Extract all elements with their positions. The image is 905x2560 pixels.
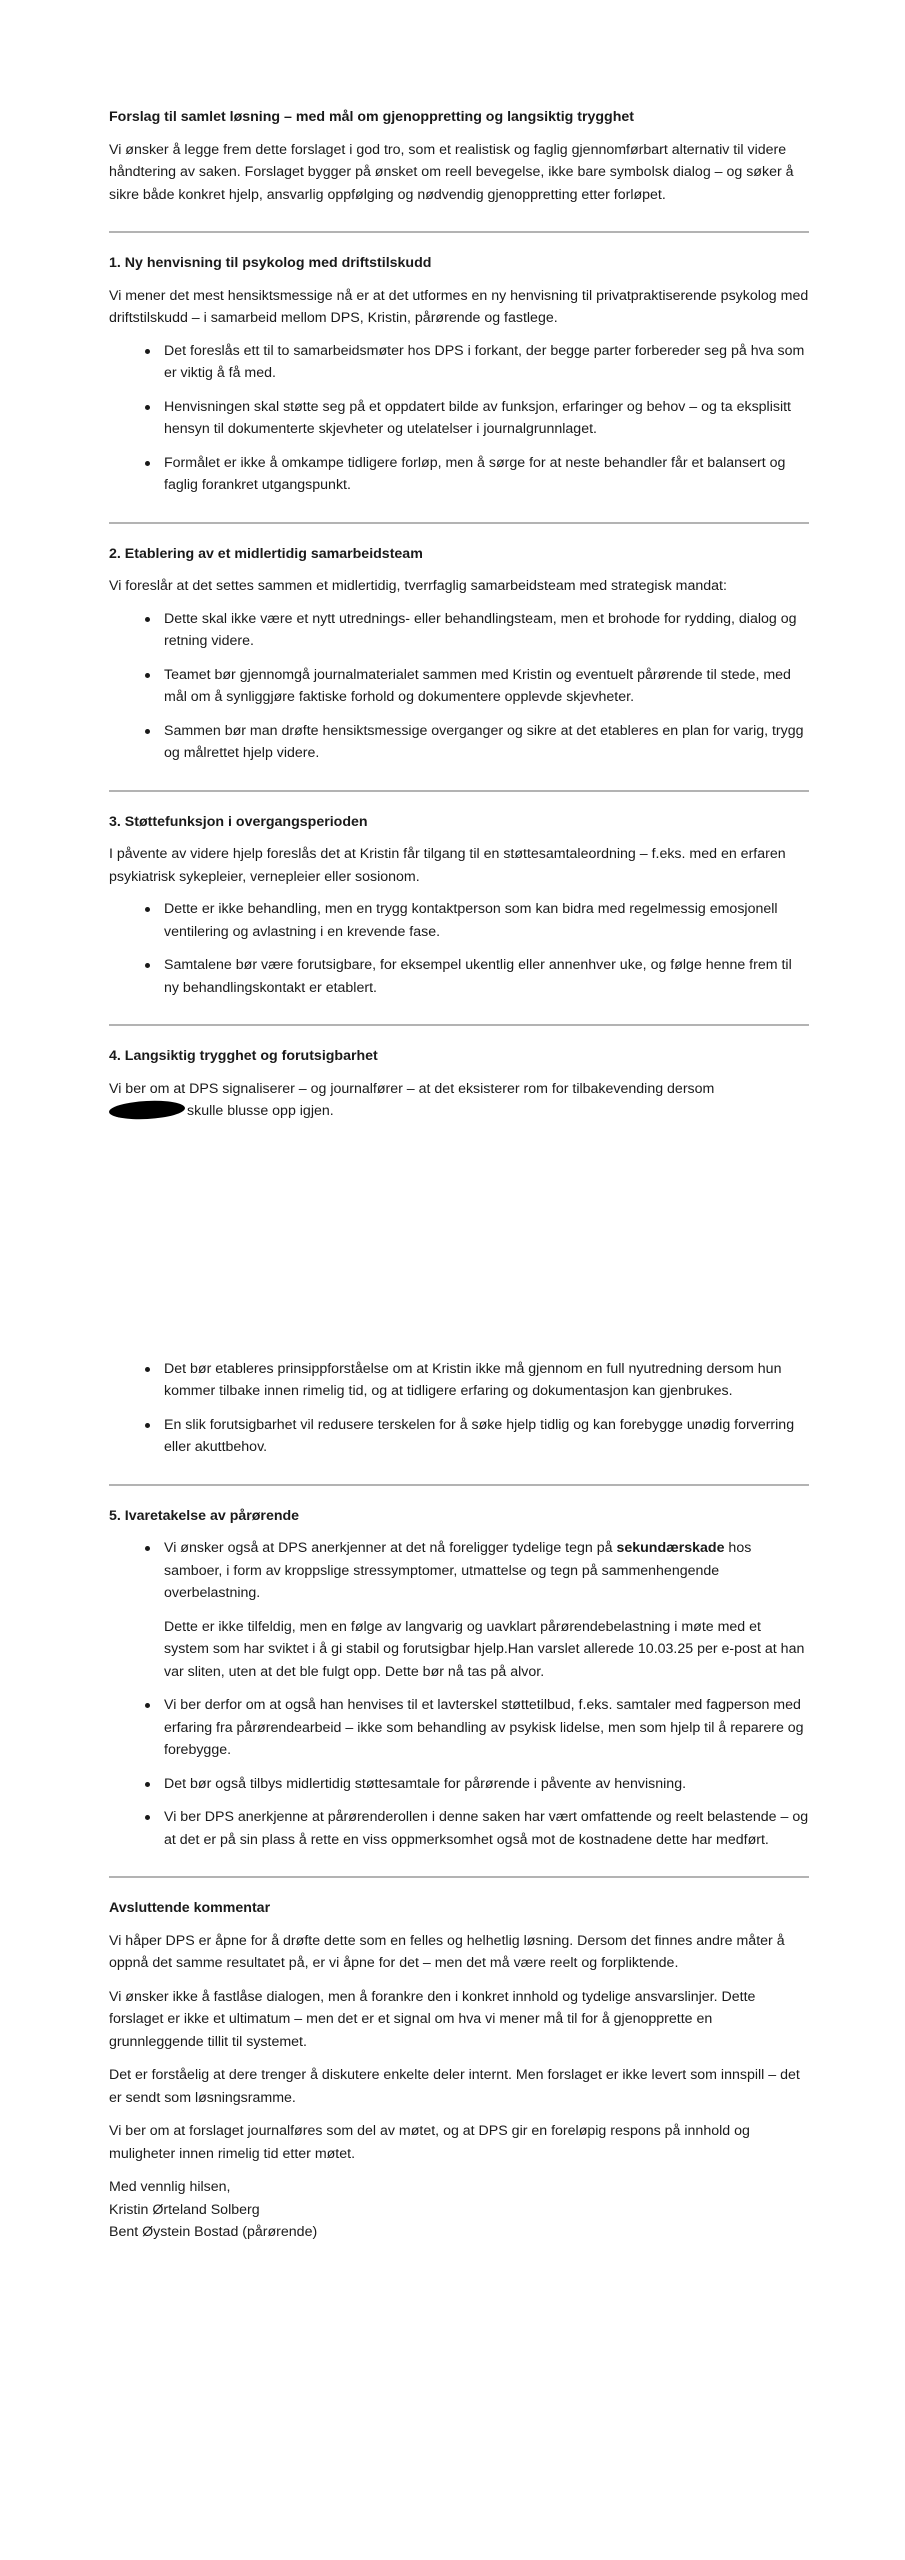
section-divider	[109, 1024, 809, 1026]
section-3-text: I påvente av videre hjelp foreslås det at Kristin får tilgang til en støttesamtaleordning – f.eks. med en erfaren psykiatrisk sykepleier, vernepleier eller sosionom.	[109, 846, 786, 885]
closing-paragraph: Vi håper DPS er åpne for å drøfte dette som en felles og helhetlig løsning. Dersom det finnes andre måter å oppnå det samme resultatet på, er vi åpne for det – men det må være reelt og forpliktende.	[109, 1932, 785, 1971]
closing-paragraph: Vi ønsker ikke å fastlåse dialogen, men å forankre den i konkret innhold og tydelige ansvarslinjer. Dette forslaget er ikke et ultimatum – men det er et signal om hva vi mener må til for å gjenopprette en grunnleggende tillit til systemet.	[109, 1988, 756, 2050]
section-divider	[109, 522, 809, 524]
section-2-heading: 2. Etablering av et midlertidig samarbeidsteam	[109, 545, 423, 562]
document-title: Forslag til samlet løsning – med mål om gjenoppretting og langsiktig trygghet	[109, 109, 634, 125]
list-item: Det foreslås ett til to samarbeidsmøter hos DPS i forkant, der begge parter forbereder seg på hva som er viktig å få med.	[109, 340, 809, 385]
greeting: Med vennlig hilsen,	[109, 2179, 231, 2195]
section-4-text	[109, 1078, 809, 1123]
list-item: Det bør etableres prinsippforståelse om at Kristin ikke må gjennom en full nyutredning dersom hun kommer tilbake innen rimelig tid, og at tidligere erfaring og dokumentasjon kan gjenbrukes.	[109, 1358, 809, 1403]
signature-name: Kristin Ørteland Solberg	[109, 2201, 260, 2218]
list-item: Det bør også tilbys midlertidig støttesamtale for pårørende i påvente av henvisning.	[109, 1773, 809, 1796]
list-item	[109, 1537, 809, 1683]
section-2-text: Vi foreslår at det settes sammen et midlertidig, tverrfaglig samarbeidsteam med strategisk mandat:	[109, 578, 727, 594]
signature-block	[109, 2176, 809, 2244]
section-4-text-line1: Vi ber om at DPS signaliserer – og journalfører – at det eksisterer rom for tilbakevending dersom	[109, 1080, 715, 1097]
section-4-heading: 4. Langsiktig trygghet og forutsigbarhet	[109, 1048, 378, 1064]
closing-paragraph: Vi ber om at forslaget journalføres som del av møtet, og at DPS gir en foreløpig respons på innhold og muligheter innen rimelig tid etter møtet.	[109, 2123, 750, 2162]
section-divider	[109, 790, 809, 792]
redaction-mark	[109, 1099, 186, 1121]
list-item: Formålet er ikke å omkampe tidligere forløp, men å sørge for at neste behandler får et balansert og faglig forankret utgangspunkt.	[109, 452, 809, 497]
section-1-list	[109, 340, 809, 497]
list-item: Dette er ikke behandling, men en trygg kontaktperson som kan bidra med regelmessig emosjonell ventilering og avlastning i en krevende fase.	[109, 898, 809, 943]
section-1-heading: 1. Ny henvisning til psykolog med driftstilskudd	[109, 255, 432, 271]
section-3-list	[109, 898, 809, 999]
list-item: Henvisningen skal støtte seg på et oppdatert bilde av funksjon, erfaringer og behov – og ta eksplisitt hensyn til dokumenterte skjevheter og utelatelser i journalgrunnlaget.	[109, 396, 809, 441]
list-item: Dette skal ikke være et nytt utrednings- eller behandlingsteam, men et brohode for rydding, dialog og retning videre.	[109, 608, 809, 653]
closing-heading: Avsluttende kommentar	[109, 1900, 271, 1916]
list-item: Teamet bør gjennomgå journalmaterialet sammen med Kristin og eventuelt pårørende til stede, med mål om å synliggjøre faktiske forhold og dokumentere opplevde skjevheter.	[109, 664, 809, 709]
section-1-text: Vi mener det mest hensiktsmessige nå er at det utformes en ny henvisning til privatpraktiserende psykolog med driftstilskudd – i samarbeid mellom DPS, Kristin, pårørende og fastlege.	[109, 287, 809, 326]
section-3-heading: 3. Støttefunksjon i overgangsperioden	[109, 813, 368, 830]
list-item: Vi ber derfor om at også han henvises til et lavterskel støttetilbud, f.eks. samtaler med fagperson med erfaring fra pårørendearbeid – ikke som behandling av psykisk lidelse, men som hjelp til å reparere og forebygge.	[109, 1694, 809, 1762]
document-body	[109, 106, 809, 2244]
emphasis-text: sekundærskade	[616, 1540, 725, 1556]
list-item: Vi ber DPS anerkjenne at pårørenderollen i denne saken har vært omfattende og reelt belastende – og at det er på sin plass å rette en viss oppmerksomhet også mot de kostnadene dette har medført.	[109, 1806, 809, 1851]
section-2-list	[109, 608, 809, 765]
section-divider	[109, 1484, 809, 1486]
list-item: Sammen bør man drøfte hensiktsmessige overganger og sikre at det etableres en plan for varig, trygg og målrettet hjelp videre.	[109, 720, 809, 765]
intro-paragraph: Vi ønsker å legge frem dette forslaget i god tro, som et realistisk og faglig gjennomførbart alternativ til videre håndtering av saken. Forslaget bygger på ønsket om reell bevegelse, ikke bare symbolsk dialog – og søker å sikre både konkret hjelp, ansvarlig oppfølging og nødvendig gjenoppretting etter forløpet.	[109, 141, 794, 203]
section-5-list	[109, 1537, 809, 1851]
closing-paragraph: Det er forståelig at dere trenger å diskutere enkelte deler internt. Men forslaget er ikke levert som innspill – det er sendt som løsningsramme.	[109, 2067, 800, 2106]
section-divider	[109, 231, 809, 233]
signature-name: Bent Øystein Bostad (pårørende)	[109, 2224, 318, 2240]
list-item: Samtalene bør være forutsigbare, for eksempel ukentlig eller annenhver uke, og følge henne frem til ny behandlingskontakt er etablert.	[109, 954, 809, 999]
section-4-list	[109, 1358, 809, 1459]
list-item-paragraph: Dette er ikke tilfeldig, men en følge av langvarig og uavklart pårørendebelastning i møte med et system som har sviktet i å gi stabil og forutsigbar hjelp.Han varslet allerede 10.03.25 per e-post at han var sliten, uten at det ble fulgt opp. Dette bør nå tas på alvor.	[164, 1618, 805, 1680]
section-5-heading: 5. Ivaretakelse av pårørende	[109, 1507, 300, 1524]
list-item-text: Vi ønsker også at DPS anerkjenner at det nå foreligger tydelige tegn på	[164, 1540, 617, 1556]
list-item-text: hos samboer, i form av kroppslige stressymptomer, utmattelse og tegn på sammenhengende overbelastning.	[164, 1540, 752, 1601]
list-item: En slik forutsigbarhet vil redusere terskelen for å søke hjelp tidlig og kan forebygge unødig forverring eller akuttbehov.	[109, 1414, 809, 1459]
section-4-text-line2: skulle blusse opp igjen.	[187, 1103, 334, 1119]
section-divider	[109, 1876, 809, 1878]
